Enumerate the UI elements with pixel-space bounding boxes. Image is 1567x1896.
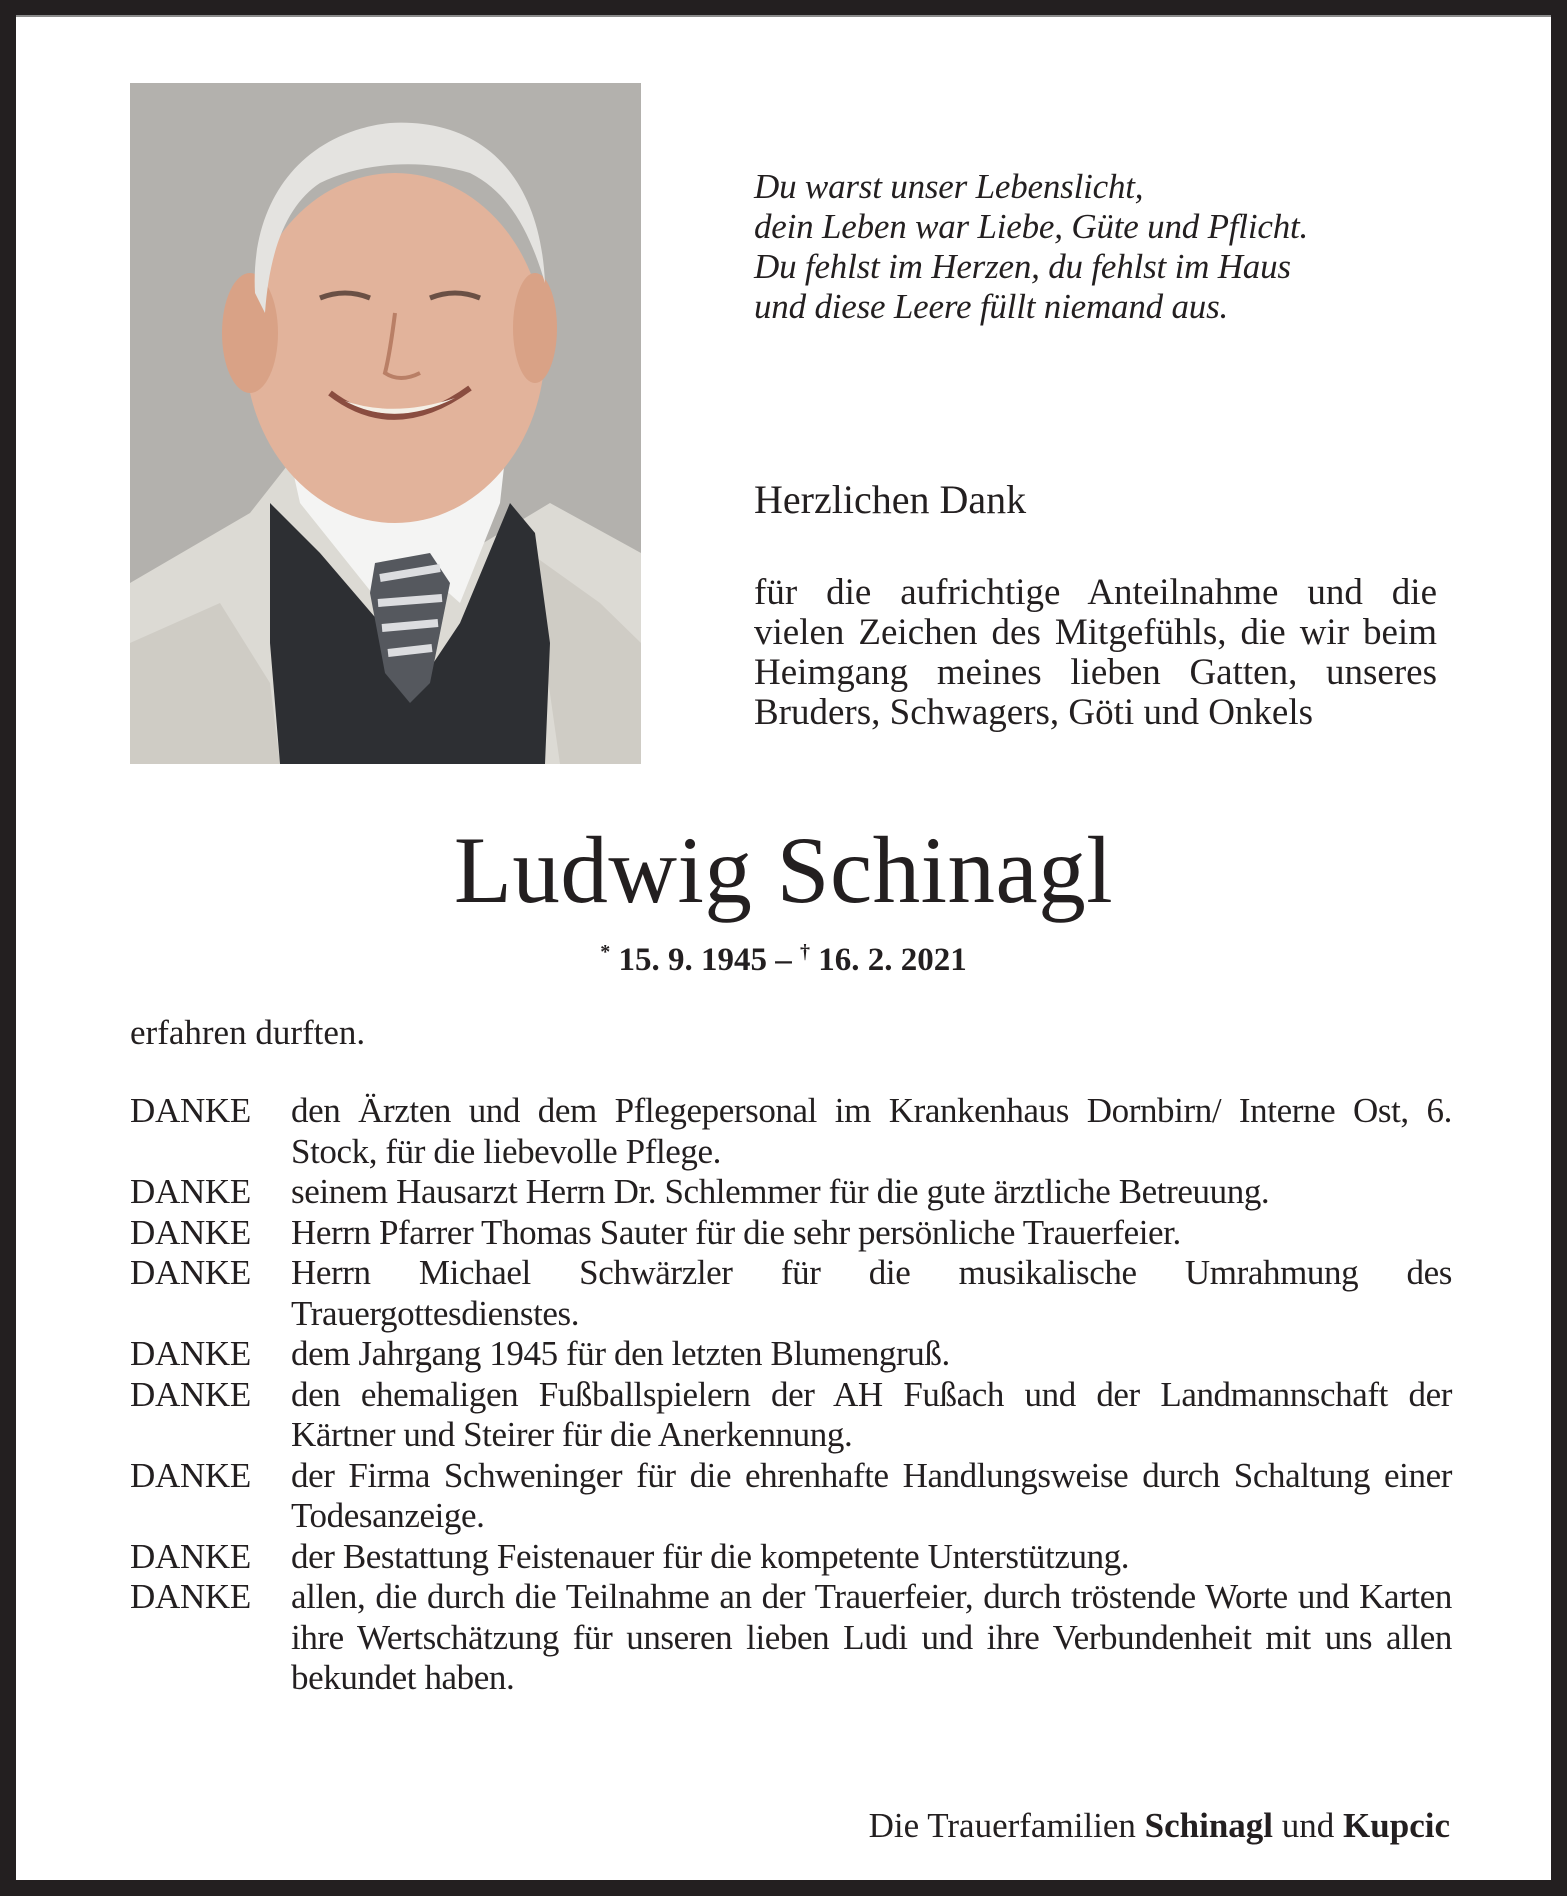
danke-label: DANKE [130,1455,251,1495]
danke-text: den ehemaligen Fußballspielern der AH Fußach und der Landmannschaft der Kärtner und Steirer für die Anerkennung. [291,1374,1452,1454]
danke-text: den Ärzten und dem Pflegepersonal im Krankenhaus Dornbirn/ Interne Ost, 6. Stock, für die liebevolle Pflege. [291,1091,1452,1171]
danke-item [130,1537,1452,1578]
danke-item [130,1375,1452,1456]
danke-item [130,1253,1452,1334]
poem-line: Du fehlst im Herzen, du fehlst im Haus [754,247,1291,286]
memorial-poem [754,167,1454,327]
danke-item [130,1091,1452,1172]
danke-label: DANKE [130,1334,251,1373]
poem-line: dein Leben war Liebe, Güte und Pflicht. [754,207,1309,246]
danke-label: DANKE [130,1536,251,1576]
death-date: 16. 2. 2021 [818,942,967,978]
danke-item [130,1334,1452,1375]
thanks-intro: für die aufrichtige Anteilnahme und die vielen Zeichen des Mitgefühls, die wir beim Heimgang meines lieben Gatten, unseres Bruders, Schwagers, Göti und Onkels [754,572,1437,733]
danke-item [130,1577,1452,1699]
portrait-photo [130,83,641,764]
danke-text: dem Jahrgang 1945 für den letzten Blumengruß. [291,1334,950,1373]
birth-symbol: * [600,941,611,963]
danke-text: seinem Hausarzt Herrn Dr. Schlemmer für die gute ärztliche Betreuung. [291,1172,1270,1211]
danke-label: DANKE [130,1374,251,1414]
danke-text: der Bestattung Feistenauer für die kompetente Unterstützung. [291,1536,1130,1576]
obituary-page [16,15,1551,1880]
danke-label: DANKE [130,1172,251,1211]
thanks-heading: Herzlichen Dank [754,477,1027,522]
danke-label: DANKE [130,1091,251,1130]
danke-text: allen, die durch die Teilnahme an der Trauerfeier, durch tröstende Worte und Karten ihre Wertschätzung für unseren lieben Ludi und ihre Verbundenheit mit uns allen bekundet haben. [291,1577,1452,1697]
danke-label: DANKE [130,1253,251,1292]
danke-item [130,1456,1452,1537]
poem-line: und diese Leere füllt niemand aus. [754,287,1229,326]
danke-item [130,1213,1452,1254]
date-separator: – [767,942,800,978]
danke-item [130,1172,1452,1213]
danke-label: DANKE [130,1577,251,1616]
signature-connector: und [1273,1806,1344,1845]
danke-text: Herrn Michael Schwärzler für die musikalische Umrahmung des Trauergottesdienstes. [291,1253,1452,1333]
family-name-2: Kupcic [1343,1806,1450,1845]
signature-prefix: Die Trauerfamilien [868,1806,1145,1845]
danke-text: Herrn Pfarrer Thomas Sauter für die sehr persönliche Trauerfeier. [291,1212,1181,1252]
danke-list [130,1091,1452,1699]
signature [869,1805,1450,1847]
life-dates [16,940,1551,980]
thanks-intro-end: erfahren durften. [130,1013,366,1052]
death-symbol: † [800,941,810,963]
portrait-illustration [130,83,641,764]
deceased-name: Ludwig Schinagl [453,817,1114,923]
poem-line: Du warst unser Lebenslicht, [754,167,1144,206]
danke-label: DANKE [130,1212,251,1252]
danke-text: der Firma Schweninger für die ehrenhafte Handlungsweise durch Schaltung einer Todesanzeige. [291,1455,1452,1535]
family-name-1: Schinagl [1144,1806,1274,1845]
birth-date: 15. 9. 1945 [618,942,767,978]
